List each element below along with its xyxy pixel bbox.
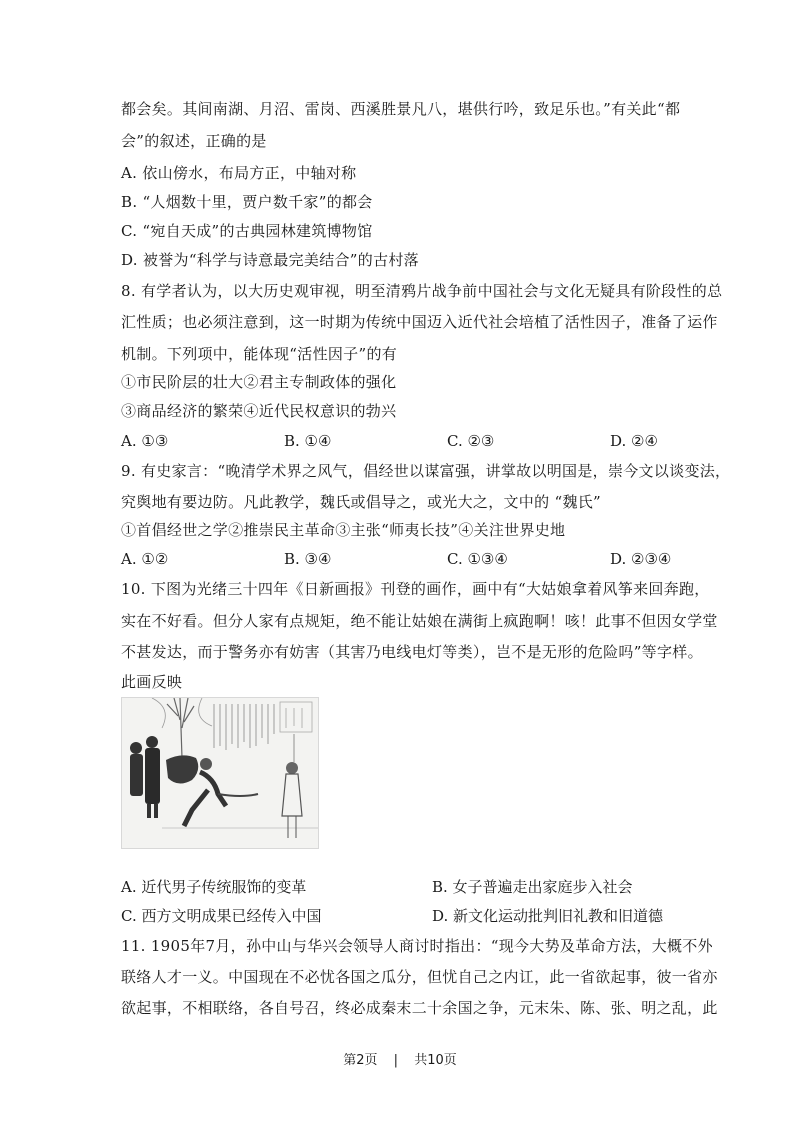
- q8-item-1: ①市民阶层的壮大②君主专制政体的强化: [121, 373, 397, 391]
- page-footer: [0, 1052, 800, 1070]
- footer-separator: |: [393, 1053, 399, 1068]
- q9-text-line-2: 究舆地有要边防。凡此教学，魏氏或倡导之，或光大之，文中的 “魏氏”: [121, 493, 602, 511]
- q10-option-b: B. 女子普遍走出家庭步入社会: [432, 878, 633, 896]
- q11-text-line-3: 欲起事，不相联络，各自号召，终必成秦末二十余国之争，元末朱、陈、张、明之乱，此: [121, 999, 718, 1017]
- footer-page-number: 第2页: [343, 1053, 378, 1068]
- newspaper-illustration: [121, 697, 319, 849]
- q7-text-line-2: 会”的叙述，正确的是: [121, 132, 267, 150]
- q9-option-b: B. ③④: [284, 550, 332, 568]
- q10-option-c: C. 西方文明成果已经传入中国: [121, 907, 322, 925]
- q7-option-c: C. “宛自天成”的古典园林建筑博物馆: [121, 222, 373, 240]
- q10-text-line-1: 10. 下图为光绪三十四年《日新画报》刊登的画作，画中有“大姑娘拿着风筝来回奔跑，: [121, 580, 710, 598]
- illustration-drawing: [122, 698, 318, 848]
- q11-text-line-1: 11. 1905年7月，孙中山与华兴会领导人商讨时指出：“现今大势及革命方法，大概不外: [121, 937, 713, 955]
- q7-option-a: A. 依山傍水，布局方正，中轴对称: [121, 164, 357, 182]
- q8-option-a: A. ①③: [121, 432, 169, 450]
- q10-option-d: D. 新文化运动批判旧礼教和旧道德: [432, 907, 664, 925]
- q8-text-line-3: 机制。下列项中，能体现“活性因子”的有: [121, 345, 398, 363]
- footer-total-pages: 共10页: [414, 1053, 457, 1068]
- q10-text-line-3: 不甚发达，而于警务亦有妨害（其害乃电线电灯等类），岂不是无形的危险吗”等字样。: [121, 643, 703, 661]
- q10-text-line-2: 实在不好看。但分人家有点规矩，绝不能让姑娘在满街上疯跑啊！咳！此事不但因女学堂: [121, 612, 718, 630]
- q7-option-d: D. 被誉为“科学与诗意最完美结合”的古村落: [121, 251, 419, 269]
- q8-item-2: ③商品经济的繁荣④近代民权意识的勃兴: [121, 402, 397, 420]
- q10-text-line-4: 此画反映: [121, 673, 183, 691]
- q8-option-d: D. ②④: [610, 432, 658, 450]
- q11-text-line-2: 联络人才一义。中国现在不必忧各国之瓜分，但忧自己之内讧，此一省欲起事，彼一省亦: [121, 968, 718, 986]
- q7-option-b: B. “人烟数十里，贾户数千家”的都会: [121, 193, 373, 211]
- q8-text-line-2: 汇性质；也必须注意到，这一时期为传统中国迈入近代社会培植了活性因子，准备了运作: [121, 313, 718, 331]
- q7-text-line-1: 都会矣。其间南湖、月沼、雷岗、西溪胜景凡八，堪供行吟，致足乐也。”有关此“都: [121, 100, 681, 118]
- q9-option-d: D. ②③④: [610, 550, 672, 568]
- q9-option-c: C. ①③④: [447, 550, 508, 568]
- q9-item-1: ①首倡经世之学②推崇民主革命③主张“师夷长技”④关注世界史地: [121, 521, 566, 539]
- q8-option-c: C. ②③: [447, 432, 495, 450]
- q8-option-b: B. ①④: [284, 432, 332, 450]
- q10-option-a: A. 近代男子传统服饰的变革: [121, 878, 307, 896]
- q8-text-line-1: 8. 有学者认为，以大历史观审视，明至清鸦片战争前中国社会与文化无疑具有阶段性的总: [121, 282, 723, 300]
- q9-text-line-1: 9. 有史家言：“晚清学术界之风气，倡经世以谋富强，讲掌故以明国是，崇今文以谈变法，: [121, 462, 731, 480]
- q9-option-a: A. ①②: [121, 550, 169, 568]
